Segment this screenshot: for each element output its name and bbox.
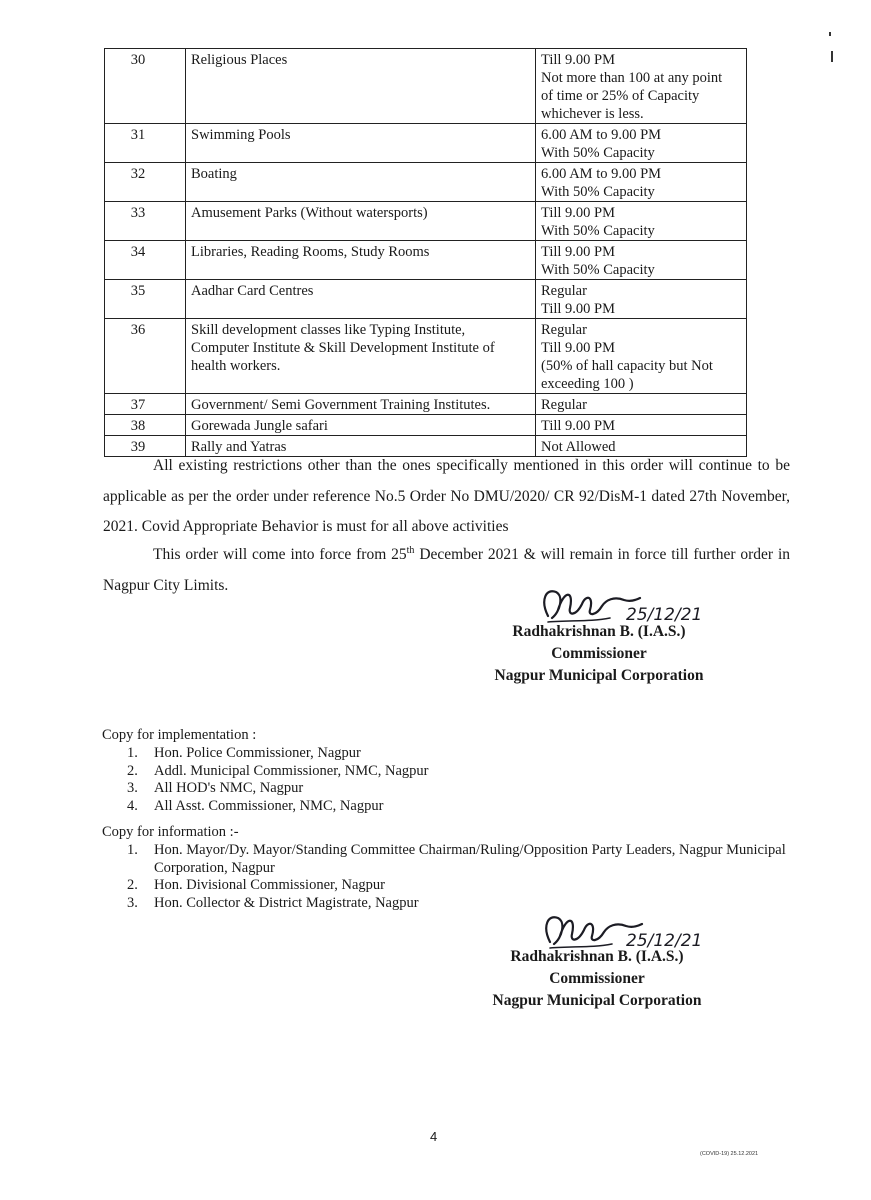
list-item — [102, 745, 792, 763]
activity-cell — [186, 163, 536, 202]
activity-line: health workers. — [191, 358, 281, 374]
list-item-number: 2. — [127, 762, 138, 779]
copy-information-heading: Copy for information :- — [102, 824, 239, 840]
list-item-text: Hon. Collector & District Magistrate, Nagpur — [154, 894, 419, 911]
timing-line: 6.00 AM to 9.00 PM — [541, 166, 662, 182]
timing-line: With 50% Capacity — [541, 184, 655, 200]
footer-code: (COVID-19) 25.12.2021 — [700, 1151, 759, 1157]
timing-line: Regular — [541, 283, 587, 299]
page-number: 4 — [430, 1129, 438, 1144]
list-item-text: All HOD's NMC, Nagpur — [154, 780, 304, 796]
timing-line: exceeding 100 ) — [541, 376, 634, 392]
timing-cell — [536, 415, 747, 436]
serial-number-cell: 37 — [105, 394, 186, 415]
serial-number-cell: 38 — [105, 415, 186, 436]
timing-line: Not Allowed — [541, 439, 616, 455]
timing-line: With 50% Capacity — [541, 145, 655, 161]
serial-number-cell: 30 — [105, 49, 186, 124]
table-row — [105, 280, 747, 319]
list-item-text: All Asst. Commissioner, NMC, Nagpur — [154, 797, 384, 814]
activity-line: Gorewada Jungle safari — [191, 418, 328, 434]
timing-line: Not more than 100 at any point — [541, 70, 723, 86]
list-item-number: 2. — [127, 877, 138, 893]
signatory-title: Commissioner — [551, 645, 647, 662]
list-item-number: 3. — [127, 780, 138, 796]
list-item-text: Addl. Municipal Commissioner, NMC, Nagpur — [154, 762, 429, 779]
list-item-text: Hon. Police Commissioner, Nagpur — [154, 745, 361, 761]
serial-number-cell: 34 — [105, 241, 186, 280]
activity-line: Boating — [191, 166, 237, 182]
signatory-organization: Nagpur Municipal Corporation — [494, 667, 704, 684]
timing-cell — [536, 394, 747, 415]
copy-implementation-list — [102, 745, 792, 815]
serial-number-cell: 35 — [105, 280, 186, 319]
timing-line: 6.00 AM to 9.00 PM — [541, 127, 662, 143]
table-row — [105, 394, 747, 415]
signatory-name: Radhakrishnan B. (I.A.S.) — [510, 948, 684, 965]
effective-text-end: December 2021 & will remain in force till further order in Nagpur City Limits. — [103, 546, 790, 594]
activities-table — [104, 48, 747, 457]
table-row — [105, 241, 747, 280]
signature-block-2 — [480, 946, 714, 1012]
timing-line: of time or 25% of Capacity — [541, 88, 700, 104]
signature-date-1: 25/12/21 — [626, 605, 703, 625]
activity-line: Computer Institute & Skill Development Institute of — [191, 340, 495, 356]
signatory-name: Radhakrishnan B. (I.A.S.) — [512, 623, 686, 640]
restrictions-text: All existing restrictions other than the ones specifically mentioned in this order will continue to be applicable as per the order under reference No.5 Order No DMU/2020/ CR 92/DisM-1 dated 27th November, 2021. Covid Appropriate Behavior is must for all above activities — [103, 457, 790, 535]
effective-text-start: This order will come into force from 25 — [153, 546, 407, 563]
table-row — [105, 124, 747, 163]
list-item-text: Hon. Mayor/Dy. Mayor/Standing Committee Chairman/Ruling/Opposition Party Leaders, Nagpur Municipal Corporation, Nagpur — [154, 842, 786, 876]
serial-number-cell: 31 — [105, 124, 186, 163]
timing-line: Regular — [541, 397, 587, 413]
table-row — [105, 163, 747, 202]
table-row — [105, 49, 747, 124]
timing-cell — [536, 163, 747, 202]
activity-cell — [186, 241, 536, 280]
activity-line: Religious Places — [191, 52, 288, 68]
timing-cell — [536, 124, 747, 163]
activity-line: Rally and Yatras — [191, 439, 287, 455]
timing-line: Till 9.00 PM — [541, 52, 616, 68]
activity-line: Libraries, Reading Rooms, Study Rooms — [191, 244, 430, 260]
activity-cell — [186, 124, 536, 163]
signatory-organization: Nagpur Municipal Corporation — [492, 992, 702, 1009]
scan-mark — [831, 51, 833, 62]
timing-line: Till 9.00 PM — [541, 244, 616, 260]
list-item — [102, 842, 792, 877]
list-item — [102, 780, 792, 798]
activity-line: Aadhar Card Centres — [191, 283, 314, 299]
list-item — [102, 763, 792, 781]
list-item — [102, 877, 792, 895]
table-row — [105, 415, 747, 436]
timing-line: With 50% Capacity — [541, 262, 655, 278]
copy-implementation-heading: Copy for implementation : — [102, 727, 257, 743]
serial-number-cell: 32 — [105, 163, 186, 202]
activity-line: Skill development classes like Typing Institute, — [191, 322, 466, 338]
activity-cell — [186, 202, 536, 241]
activity-line: Amusement Parks (Without watersports) — [191, 205, 428, 221]
activity-cell — [186, 49, 536, 124]
timing-line: Till 9.00 PM — [541, 301, 616, 317]
timing-line: With 50% Capacity — [541, 223, 655, 239]
list-item-number: 3. — [127, 894, 138, 911]
timing-line: (50% of hall capacity but Not — [541, 358, 713, 374]
activities-table-body — [105, 49, 747, 457]
timing-cell — [536, 49, 747, 124]
activity-line: Government/ Semi Government Training Institutes. — [191, 397, 491, 413]
copy-information-list — [102, 842, 792, 912]
list-item — [102, 798, 792, 816]
table-row — [105, 319, 747, 394]
timing-line: Till 9.00 PM — [541, 205, 616, 221]
list-item-number: 1. — [127, 842, 138, 858]
restrictions-paragraph — [103, 451, 790, 543]
serial-number-cell: 36 — [105, 319, 186, 394]
list-item-text: Hon. Divisional Commissioner, Nagpur — [154, 877, 386, 893]
timing-line: Till 9.00 PM — [541, 340, 616, 356]
timing-line: whichever is less. — [541, 106, 644, 122]
timing-cell — [536, 241, 747, 280]
activity-cell — [186, 394, 536, 415]
serial-number-cell: 33 — [105, 202, 186, 241]
signatory-title: Commissioner — [549, 970, 645, 987]
list-item-number: 1. — [127, 745, 138, 761]
activity-line: Swimming Pools — [191, 127, 291, 143]
activity-cell — [186, 319, 536, 394]
list-item-number: 4. — [127, 797, 138, 814]
signature-date-2: 25/12/21 — [626, 931, 703, 951]
timing-cell — [536, 202, 747, 241]
table-row — [105, 202, 747, 241]
signature-block-1 — [482, 621, 716, 687]
effective-text-superscript: th — [406, 544, 415, 556]
timing-cell — [536, 319, 747, 394]
timing-line: Regular — [541, 322, 587, 338]
serial-number-cell: 39 — [105, 436, 186, 457]
activity-cell — [186, 280, 536, 319]
scan-mark — [829, 32, 831, 36]
activity-cell — [186, 415, 536, 436]
timing-line: Till 9.00 PM — [541, 418, 616, 434]
timing-cell — [536, 280, 747, 319]
